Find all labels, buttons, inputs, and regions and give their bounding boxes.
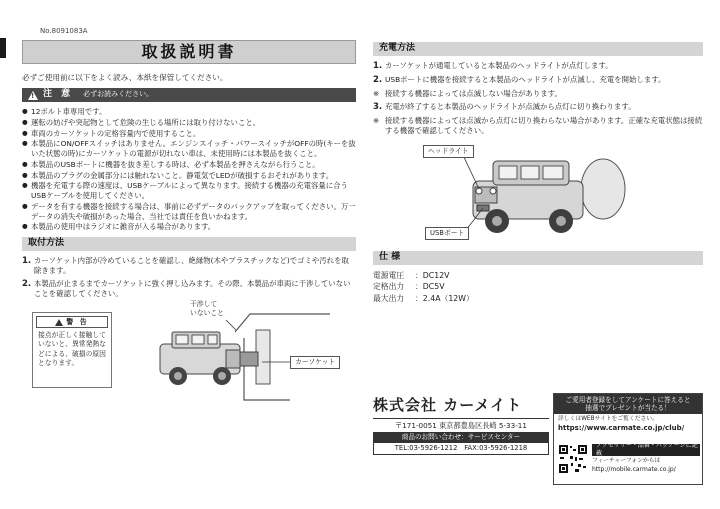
list-item: ● 車両のカーソケットの定格容量内で使用すること。 [22,129,356,139]
usb-port-label: USBポート [425,227,469,240]
feature-phone-url-link[interactable]: http://mobile.carmate.co.jp/ [592,465,676,473]
headlight-label: ヘッドライト [423,145,474,158]
step-number: 2. [373,75,383,86]
page-title: 取扱説明書 [22,40,356,64]
list-item: ● 機器を充電する際の速度は、USBケーブルによって異なります。接続する機器の充電容量に合うUSBケーブルを使用してください。 [22,181,356,201]
step-number: 3. [373,102,383,113]
accessory-tag: アクセサリー・品番・パッケージに記載 [592,444,700,456]
spec-row [373,271,703,281]
warning-triangle-icon [55,319,63,326]
interference-label: 干渉して いないこと [190,300,224,318]
spec-value: ：DC5V [415,282,445,292]
install-steps [22,256,356,298]
step-text: カーソケット内部が冷めていることを確認し、絶縁物(木やプラスチックなど)でゴミや汚れを取除きます。 [34,256,349,275]
caution-header [22,88,356,102]
spec-header: 仕 様 [373,251,703,265]
company-name: 株式会社 カーメイト [373,396,549,419]
list-item: ● 本製品にON/OFFスイッチはありません。エンジンスイッチ・パワースイッチがOFFの時(キーを抜いた状態の時)にカーソケットの電源が切れない車は、未使用時には本製品を抜くこと。 [22,139,356,159]
spec-key: 電源電圧 [373,270,405,280]
step-number: 1. [22,256,32,267]
list-item: ● データを有する機器を接続する場合は、事前に必ずデータのバックアップを取ってください。万一データの消失や破損があった場合、当社では責任を負いかねます。 [22,202,356,222]
intro-text: 必ずご使用前に以下をよく読み、本紙を保管してください。 [22,73,228,82]
warning-box-header [36,316,108,328]
company-address: 〒171-0051 東京都豊島区長崎 5-33-11 [395,420,527,430]
install-illustration-area [22,302,356,410]
list-item [373,61,703,72]
spec-row [373,282,703,292]
warning-box [32,312,112,388]
charge-note-1 [373,89,703,99]
socket-label: カーソケット [290,356,340,369]
list-item: ● 運転の妨げや突起物として危険の生じる場所には取り付けないこと。 [22,118,356,128]
promo-url-link[interactable]: https://www.carmate.co.jp/club/ [558,424,685,433]
feature-phone-info [592,458,676,473]
list-item [373,75,703,86]
feature-phone-label: フィーチャーフォンからは [592,458,661,464]
spec-key: 最大出力 [373,293,405,303]
step-number: 1. [373,61,383,71]
caution-title: 注 意 [43,89,74,100]
warning-triangle-icon [28,91,38,100]
spec-value: ：2.4A（12W） [415,293,474,303]
spec-key: 定格出力 [373,282,405,292]
step-number: 2. [22,278,32,289]
spec-value: ：DC12V [415,270,450,280]
caution-subtitle: 必ずお読みください。 [83,90,154,99]
list-item: ● 本製品のUSBポートに機器を抜き差しする時は、必ず本製品を押さえながら行うこと。 [22,160,356,170]
edge-tab [0,38,6,58]
document-number: No.8091083A [40,27,88,35]
spec-list [373,271,703,304]
charger-illustration-area [373,139,703,249]
promo-headline: ご愛用者登録をしてアンケートに答えると 抽選でプレゼントが当たる！ [554,394,702,414]
list-item: ● 本製品のプラグの金属部分には触れないこと。静電気でLEDが破損するおそれがあります。 [22,171,356,181]
charge-step-3 [373,102,703,113]
jeep-charger-illustration [463,139,643,249]
note-text: 接続する機器によっては点滅しない場合があります。 [385,89,562,99]
right-column [373,40,703,473]
note-text: 接続する機器によっては点滅から点灯に切り換わらない場合があります。正確な充電状態は接続する機器で確認してください。 [385,116,703,136]
step-text: カーソケットが通電していると本製品のヘッドライトが点灯します。 [385,61,613,70]
step-text: 本製品が止まるまでカーソケットに強く押し込みます。その際、本製品が車両に干渉していないことを確認してください。 [34,278,351,298]
note-mark: ※ [373,116,380,126]
install-header: 取付方法 [22,237,356,251]
step-text: 充電が終了すると本製品のヘッドライトが点滅から点灯に切り換わります。 [385,102,636,112]
step-text: USBポートに機器を接続すると本製品のヘッドライトが点滅し、充電を開始します。 [385,75,666,85]
qr-code-icon[interactable] [558,444,588,474]
support-label: 商品のお問い合わせ：サービスセンター [373,432,549,443]
company-block [373,396,549,455]
list-item [22,279,356,299]
list-item [373,102,703,113]
charge-steps [373,61,703,86]
caution-list [22,107,356,232]
note-mark: ※ [373,89,380,99]
list-item [22,256,356,276]
list-item: ● 12ボルト車専用です。 [22,107,356,117]
charge-note-2 [373,116,703,136]
promo-note: 詳しくはWEBサイトをご覧ください。 [558,416,658,423]
spec-row [373,294,703,304]
warning-title: 警 告 [66,317,89,326]
registration-promo-box [553,393,703,485]
contact-numbers: TEL:03-5926-1212 FAX:03-5926-1218 [373,443,549,455]
list-item: ● 本製品の使用中はラジオに雑音が入る場合があります。 [22,222,356,232]
left-column [22,40,356,410]
warning-text: 接点が正しく接触していないと、異常発熱などによる、破損の原因となります。 [38,331,106,367]
charge-header: 充電方法 [373,42,703,56]
